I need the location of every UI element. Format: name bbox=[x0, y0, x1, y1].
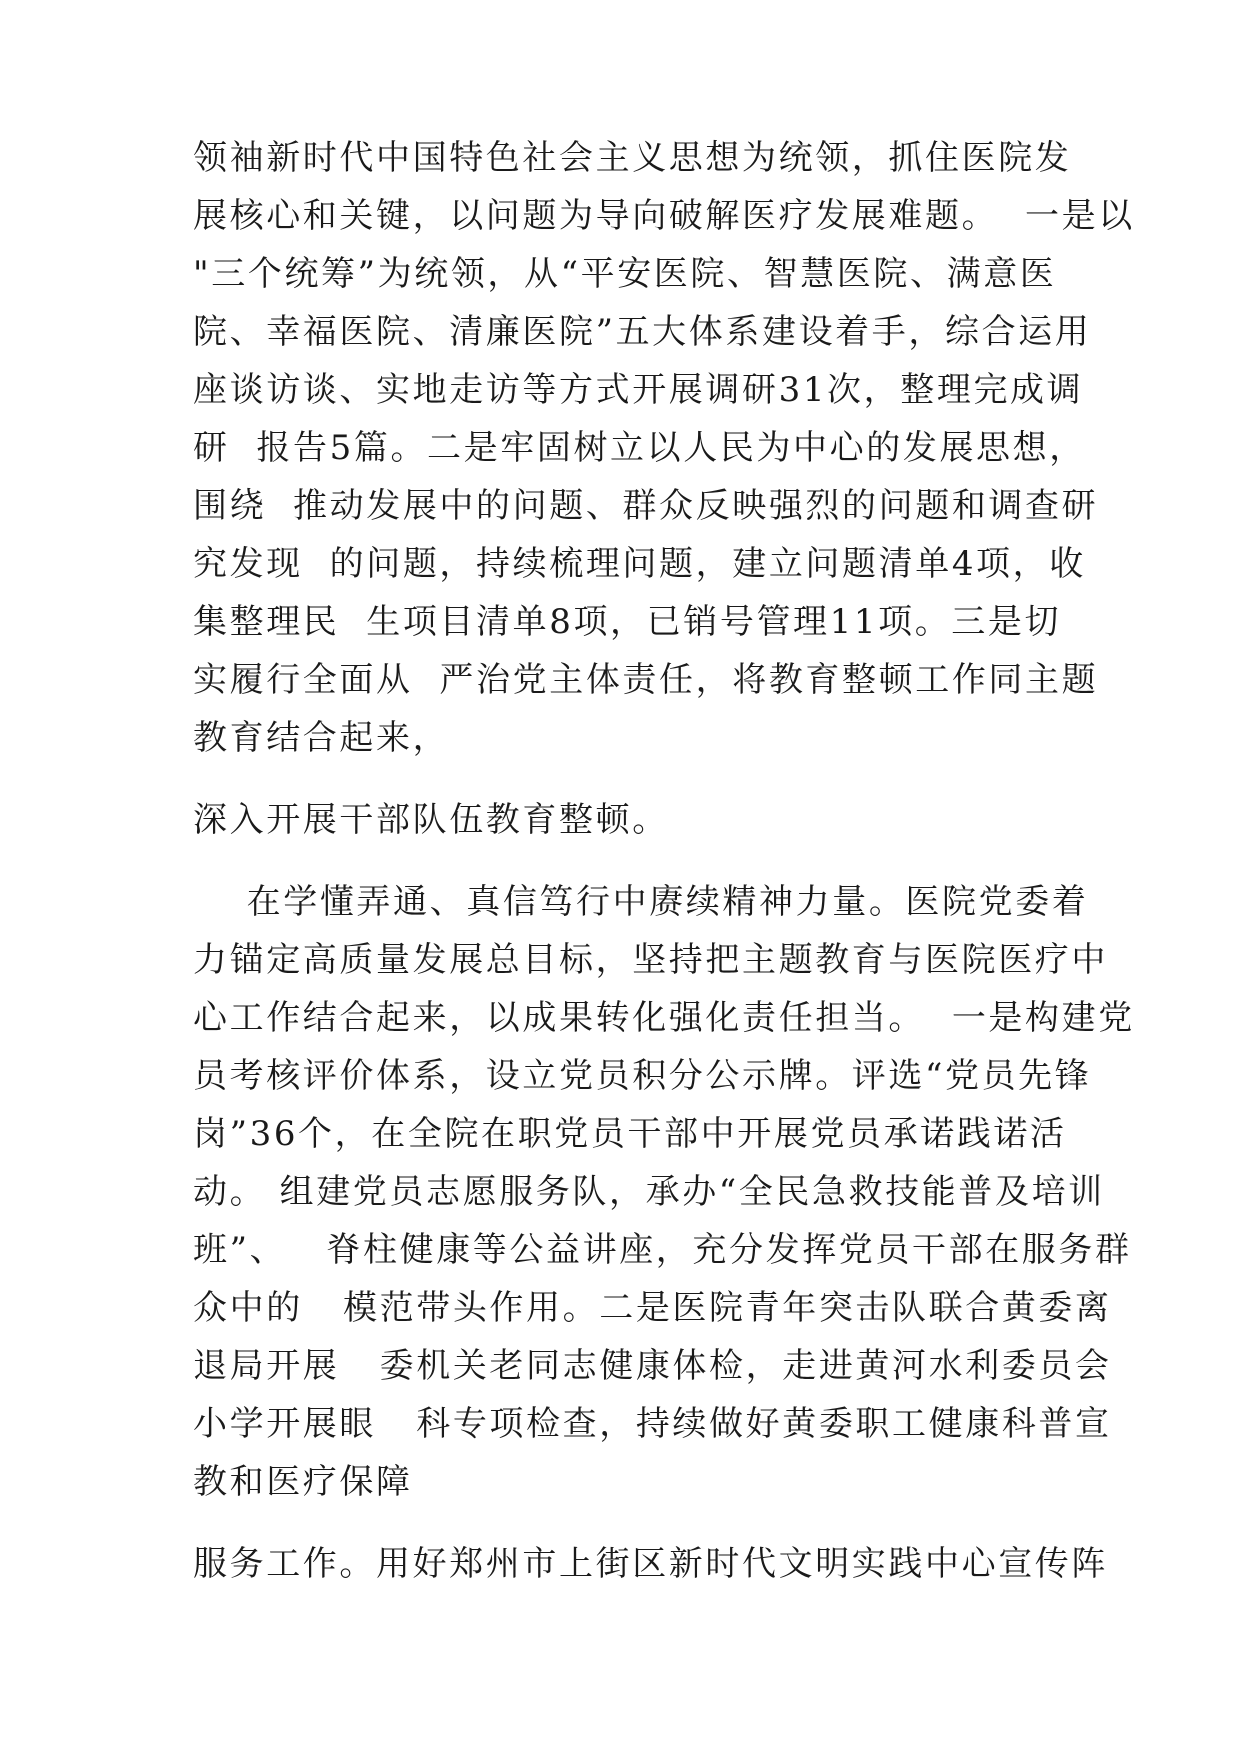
text-line: 究发现 的问题，持续梳理问题，建立问题清单4项，收 bbox=[193, 544, 1086, 584]
text-line: 座谈访谈、实地走访等方式开展调研31次，整理完成调 bbox=[193, 370, 1084, 410]
text-line: 领袖新时代中国特色社会主义思想为统领，抓住医院发 bbox=[193, 138, 1072, 178]
text-line: 在学懂弄通、真信笃行中赓续精神力量。医院党委着 bbox=[193, 882, 1089, 922]
text-line: 服务工作。用好郑州市上街区新时代文明实践中心宣传阵 bbox=[193, 1544, 1108, 1584]
text-line: 动。 组建党员志愿服务队，承办“全民急救技能普及培训 bbox=[193, 1172, 1105, 1212]
text-line: 展核心和关键，以问题为导向破解医疗发展难题。 一是以 bbox=[193, 196, 1135, 236]
text-line: 教育结合起来， bbox=[193, 718, 450, 758]
text-line: 实履行全面从 严治党主体责任，将教育整顿工作同主题 bbox=[193, 660, 1099, 700]
text-line: 退局开展 委机关老同志健康体检，走进黄河水利委员会 bbox=[193, 1346, 1112, 1386]
text-line: 深入开展干部队伍教育整顿。 bbox=[193, 800, 669, 840]
text-line: 班”、 脊柱健康等公益讲座，充分发挥党员干部在服务群 bbox=[193, 1230, 1132, 1270]
text-line: 员考核评价体系，设立党员积分公示牌。评选“党员先锋 bbox=[193, 1056, 1092, 1096]
text-line: 院、幸福医院、清廉医院”五大体系建设着手，综合运用 bbox=[193, 312, 1092, 352]
text-line: 小学开展眼 科专项检查，持续做好黄委职工健康科普宣 bbox=[193, 1404, 1112, 1444]
text-line: 研 报告5篇。二是牢固树立以人民为中心的发展思想， bbox=[193, 428, 1086, 468]
text-line: 众中的 模范带头作用。二是医院青年突击队联合黄委离 bbox=[193, 1288, 1112, 1328]
text-line: 岗”36个，在全院在职党员干部中开展党员承诺践诺活 bbox=[193, 1114, 1067, 1154]
text-line: "三个统筹”为统领，从“平安医院、智慧医院、满意医 bbox=[193, 254, 1057, 294]
text-line: 教和医疗保障 bbox=[193, 1462, 413, 1502]
text-line: 围绕 推动发展中的问题、群众反映强烈的问题和调查研 bbox=[193, 486, 1099, 526]
text-line: 心工作结合起来，以成果转化强化责任担当。 一是构建党 bbox=[193, 998, 1135, 1038]
text-line: 力锚定高质量发展总目标，坚持把主题教育与医院医疗中 bbox=[193, 940, 1108, 980]
text-line: 集整理民 生项目清单8项，已销号管理11项。三是切 bbox=[193, 602, 1062, 642]
